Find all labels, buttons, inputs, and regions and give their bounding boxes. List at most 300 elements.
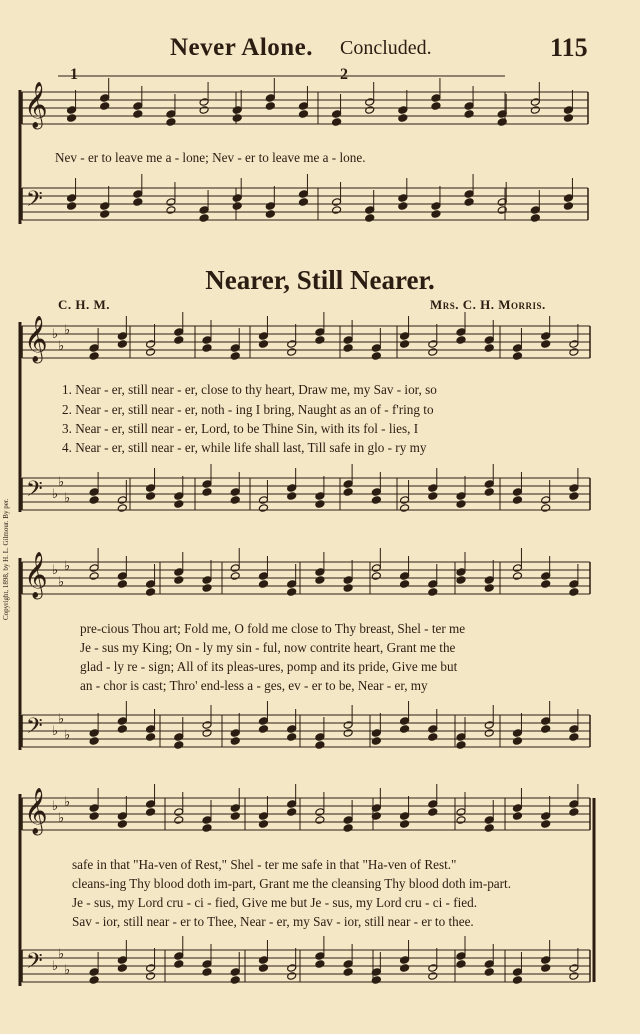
note-head xyxy=(541,717,551,726)
note-head xyxy=(569,492,579,501)
bass-clef: 𝄢 xyxy=(26,714,43,744)
note-head xyxy=(456,808,466,817)
note-head xyxy=(398,194,408,203)
note-head xyxy=(202,968,212,977)
note-head xyxy=(343,721,353,730)
note-head xyxy=(398,202,408,211)
ending-1-label: 1 xyxy=(70,66,78,83)
note-head xyxy=(230,496,240,505)
note-head xyxy=(117,812,127,821)
note-head xyxy=(400,717,410,726)
note-head xyxy=(428,580,438,589)
flat-sign: ♭ xyxy=(58,712,65,727)
note-head xyxy=(456,960,466,969)
note-head xyxy=(315,576,325,585)
note-head xyxy=(512,564,522,573)
note-head xyxy=(569,580,579,589)
note-head xyxy=(258,496,268,505)
verse-2-line: Je - sus my King; On - ly my sin - ful, now contrite heart, Grant me the xyxy=(80,640,456,655)
never-alone-lyric: Nev - er to leave me a - lone; Nev - er to leave me a - lone. xyxy=(55,150,366,165)
note-head xyxy=(484,824,494,833)
note-head xyxy=(541,496,551,505)
note-head xyxy=(174,808,184,817)
note-head xyxy=(258,504,268,513)
note-head xyxy=(484,816,494,825)
note-head xyxy=(315,741,325,750)
note-head xyxy=(89,572,99,581)
note-head xyxy=(464,102,474,111)
note-head xyxy=(199,214,209,223)
note-head xyxy=(512,352,522,361)
note-head xyxy=(569,725,579,734)
note-head xyxy=(343,344,353,353)
note-head xyxy=(117,504,127,513)
note-head xyxy=(456,952,466,961)
note-head xyxy=(371,572,381,581)
note-head xyxy=(265,102,275,111)
note-head xyxy=(456,741,466,750)
note-head xyxy=(258,572,268,581)
note-head xyxy=(343,576,353,585)
note-head xyxy=(569,972,579,981)
note-head xyxy=(484,480,494,489)
note-head xyxy=(512,737,522,746)
note-head xyxy=(371,737,381,746)
note-head xyxy=(512,344,522,353)
verse-3-line: 3. Near - er, still near - er, Lord, to be Thine Sin, with its fol - lies, I xyxy=(62,421,419,436)
note-head xyxy=(400,956,410,965)
note-head xyxy=(146,492,156,501)
note-head xyxy=(484,960,494,969)
note-head xyxy=(563,194,573,203)
note-head xyxy=(563,114,573,123)
note-head xyxy=(315,952,325,961)
note-head xyxy=(431,202,441,211)
note-head xyxy=(428,725,438,734)
flat-sign: ♭ xyxy=(64,728,71,743)
note-head xyxy=(400,580,410,589)
note-head xyxy=(146,340,156,349)
note-head xyxy=(541,504,551,513)
note-head xyxy=(117,496,127,505)
note-head xyxy=(230,352,240,361)
treble-clef: 𝄞 xyxy=(24,82,48,128)
note-head xyxy=(89,729,99,738)
note-head xyxy=(541,580,551,589)
note-head xyxy=(202,729,212,738)
note-head xyxy=(133,102,143,111)
note-head xyxy=(287,725,297,734)
note-head xyxy=(563,106,573,115)
note-head xyxy=(569,588,579,597)
note-head xyxy=(202,480,212,489)
note-head xyxy=(202,816,212,825)
note-head xyxy=(89,496,99,505)
hymn-meter: C. H. M. xyxy=(58,297,111,312)
note-head xyxy=(456,336,466,345)
note-head xyxy=(146,733,156,742)
note-head xyxy=(265,94,275,103)
note-head xyxy=(512,496,522,505)
note-head xyxy=(315,492,325,501)
note-head xyxy=(89,737,99,746)
note-head xyxy=(166,118,176,127)
note-head xyxy=(371,564,381,573)
note-head xyxy=(431,210,441,219)
note-head xyxy=(298,198,308,207)
note-head xyxy=(563,202,573,211)
note-head xyxy=(398,114,408,123)
note-head xyxy=(166,198,176,207)
verse-4-line: 4. Near - er, still near - er, while life shall last, Till safe in glo - ry my xyxy=(62,440,427,455)
note-head xyxy=(569,348,579,357)
flat-sign: ♭ xyxy=(52,724,59,739)
note-head xyxy=(287,808,297,817)
note-head xyxy=(258,725,268,734)
note-head xyxy=(484,584,494,593)
note-head xyxy=(464,190,474,199)
note-head xyxy=(287,733,297,742)
note-head xyxy=(332,110,342,119)
note-head xyxy=(287,340,297,349)
flat-sign: ♭ xyxy=(52,563,59,578)
treble-clef: 𝄞 xyxy=(24,788,48,834)
bass-clef: 𝄢 xyxy=(26,187,43,217)
note-head xyxy=(89,804,99,813)
note-head xyxy=(497,110,507,119)
note-head xyxy=(166,110,176,119)
flat-sign: ♭ xyxy=(58,575,65,590)
note-head xyxy=(484,729,494,738)
flat-sign: ♭ xyxy=(52,327,59,342)
note-head xyxy=(258,812,268,821)
note-head xyxy=(146,588,156,597)
note-head xyxy=(89,488,99,497)
bass-clef: 𝄢 xyxy=(26,949,43,979)
note-head xyxy=(343,968,353,977)
note-head xyxy=(530,98,540,107)
note-head xyxy=(67,106,77,115)
note-head xyxy=(258,717,268,726)
note-head xyxy=(258,964,268,973)
note-head xyxy=(287,972,297,981)
note-head xyxy=(569,964,579,973)
note-head xyxy=(146,580,156,589)
note-head xyxy=(428,348,438,357)
note-head xyxy=(428,492,438,501)
note-head xyxy=(400,496,410,505)
note-head xyxy=(400,812,410,821)
note-head xyxy=(343,816,353,825)
flat-sign: ♭ xyxy=(64,491,71,506)
note-head xyxy=(371,344,381,353)
verse-3-line: Je - sus, my Lord cru - ci - fied, Give me but Je - sus, my Lord cru - ci - fied. xyxy=(72,895,478,910)
note-head xyxy=(484,488,494,497)
verse-4-line: Sav - ior, still near - er to Thee, Near - er, my Sav - ior, still near - er to thee. xyxy=(72,914,474,929)
note-head xyxy=(428,340,438,349)
verse-3-line: glad - ly re - sign; All of its pleas-ures, pomp and its pride, Give me but xyxy=(80,659,458,674)
note-head xyxy=(315,960,325,969)
note-head xyxy=(431,94,441,103)
note-head xyxy=(146,964,156,973)
note-head xyxy=(174,733,184,742)
flat-sign: ♭ xyxy=(58,475,65,490)
note-head xyxy=(400,572,410,581)
note-head xyxy=(343,729,353,738)
note-head xyxy=(512,488,522,497)
note-head xyxy=(146,484,156,493)
note-head xyxy=(497,198,507,207)
note-head xyxy=(541,725,551,734)
hymn-author: Mrs. C. H. Morris. xyxy=(430,297,546,312)
note-head xyxy=(315,328,325,337)
note-head xyxy=(89,812,99,821)
note-head xyxy=(174,328,184,337)
page-header-subtitle: Concluded. xyxy=(340,37,432,59)
note-head xyxy=(89,352,99,361)
note-head xyxy=(484,344,494,353)
note-head xyxy=(146,725,156,734)
note-head xyxy=(230,976,240,985)
note-head xyxy=(89,344,99,353)
ending-2-label: 2 xyxy=(340,66,348,83)
note-head xyxy=(343,336,353,345)
flat-sign: ♭ xyxy=(58,811,65,826)
note-head xyxy=(230,737,240,746)
note-head xyxy=(117,580,127,589)
note-head xyxy=(89,564,99,573)
note-head xyxy=(484,336,494,345)
note-head xyxy=(569,733,579,742)
note-head xyxy=(332,206,342,215)
flat-sign: ♭ xyxy=(58,339,65,354)
note-head xyxy=(371,729,381,738)
note-head xyxy=(67,114,77,123)
note-head xyxy=(232,114,242,123)
note-head xyxy=(497,118,507,127)
note-head xyxy=(484,968,494,977)
note-head xyxy=(298,110,308,119)
note-head xyxy=(530,206,540,215)
verse-4-line: an - chor is cast; Thro' end-less a - ges, ev - er to be, Near - er, my xyxy=(80,678,428,693)
note-head xyxy=(133,198,143,207)
note-head xyxy=(232,202,242,211)
note-head xyxy=(202,721,212,730)
note-head xyxy=(530,106,540,115)
note-head xyxy=(512,812,522,821)
note-head xyxy=(287,964,297,973)
note-head xyxy=(371,352,381,361)
treble-clef: 𝄞 xyxy=(24,552,48,598)
flat-sign: ♭ xyxy=(52,959,59,974)
note-head xyxy=(428,484,438,493)
note-head xyxy=(569,808,579,817)
note-head xyxy=(117,725,127,734)
note-head xyxy=(133,190,143,199)
note-head xyxy=(365,98,375,107)
note-head xyxy=(133,110,143,119)
hymn-title: Nearer, Still Nearer. xyxy=(205,265,435,295)
note-head xyxy=(230,564,240,573)
note-head xyxy=(202,488,212,497)
note-head xyxy=(541,812,551,821)
note-head xyxy=(265,202,275,211)
note-head xyxy=(287,492,297,501)
note-head xyxy=(298,102,308,111)
note-head xyxy=(541,956,551,965)
note-head xyxy=(174,492,184,501)
flat-sign: ♭ xyxy=(52,799,59,814)
note-head xyxy=(287,484,297,493)
verse-1-line: safe in that "Ha-ven of Rest," Shel - ter me safe in that "Ha-ven of Rest." xyxy=(72,857,457,872)
note-head xyxy=(230,729,240,738)
note-head xyxy=(174,741,184,750)
note-head xyxy=(230,572,240,581)
flat-sign: ♭ xyxy=(64,963,71,978)
note-head xyxy=(100,102,110,111)
note-head xyxy=(343,488,353,497)
note-head xyxy=(258,580,268,589)
note-head xyxy=(230,344,240,353)
flat-sign: ♭ xyxy=(58,947,65,962)
note-head xyxy=(287,800,297,809)
note-head xyxy=(569,800,579,809)
note-head xyxy=(146,348,156,357)
note-head xyxy=(484,721,494,730)
note-head xyxy=(230,968,240,977)
note-head xyxy=(428,808,438,817)
note-head xyxy=(315,500,325,509)
note-head xyxy=(569,340,579,349)
note-head xyxy=(174,576,184,585)
note-head xyxy=(371,488,381,497)
verse-2-line: 2. Near - er, still near - er, noth - ing I bring, Naught as an of - f'ring to xyxy=(62,402,434,417)
note-head xyxy=(230,812,240,821)
note-head xyxy=(202,344,212,353)
note-head xyxy=(512,804,522,813)
note-head xyxy=(371,496,381,505)
note-head xyxy=(258,340,268,349)
verse-2-line: cleans-ing Thy blood doth im-part, Grant me the cleansing Thy blood doth im-part. xyxy=(72,876,512,891)
note-head xyxy=(541,332,551,341)
copyright-notice: Copyright, 1898, by H. L. Gilmour. By per. xyxy=(2,498,10,620)
note-head xyxy=(343,584,353,593)
note-head xyxy=(332,198,342,207)
note-head xyxy=(464,198,474,207)
note-head xyxy=(315,816,325,825)
note-head xyxy=(89,976,99,985)
note-head xyxy=(456,492,466,501)
note-head xyxy=(287,580,297,589)
note-head xyxy=(497,206,507,215)
note-head xyxy=(456,568,466,577)
note-head xyxy=(232,106,242,115)
note-head xyxy=(512,729,522,738)
note-head xyxy=(530,214,540,223)
verse-1-line: pre-cious Thou art; Fold me, O fold me close to Thy breast, Shel - ter me xyxy=(80,621,466,636)
note-head xyxy=(202,336,212,345)
note-head xyxy=(100,94,110,103)
note-head xyxy=(431,102,441,111)
note-head xyxy=(174,500,184,509)
note-head xyxy=(117,572,127,581)
note-head xyxy=(146,972,156,981)
note-head xyxy=(456,816,466,825)
note-head xyxy=(117,964,127,973)
note-head xyxy=(258,956,268,965)
verse-1-line: 1. Near - er, still near - er, close to thy heart, Draw me, my Sav - ior, so xyxy=(62,382,437,397)
note-head xyxy=(146,808,156,817)
flat-sign: ♭ xyxy=(52,487,59,502)
note-head xyxy=(298,190,308,199)
note-head xyxy=(484,576,494,585)
note-head xyxy=(232,194,242,203)
note-head xyxy=(512,572,522,581)
note-head xyxy=(456,733,466,742)
note-head xyxy=(332,118,342,127)
note-head xyxy=(117,956,127,965)
note-head xyxy=(343,824,353,833)
note-head xyxy=(202,584,212,593)
note-head xyxy=(265,210,275,219)
note-head xyxy=(315,336,325,345)
note-head xyxy=(541,340,551,349)
page-number: 115 xyxy=(550,33,588,62)
note-head xyxy=(117,820,127,829)
note-head xyxy=(117,340,127,349)
note-head xyxy=(67,194,77,203)
note-head xyxy=(315,808,325,817)
note-head xyxy=(428,972,438,981)
note-head xyxy=(428,964,438,973)
note-head xyxy=(199,98,209,107)
note-head xyxy=(541,572,551,581)
note-head xyxy=(174,816,184,825)
note-head xyxy=(428,588,438,597)
note-head xyxy=(315,568,325,577)
note-head xyxy=(569,484,579,493)
note-head xyxy=(174,960,184,969)
note-head xyxy=(456,328,466,337)
note-head xyxy=(287,588,297,597)
note-head xyxy=(541,964,551,973)
note-head xyxy=(400,332,410,341)
note-head xyxy=(428,733,438,742)
note-head xyxy=(456,500,466,509)
note-head xyxy=(202,576,212,585)
note-head xyxy=(199,206,209,215)
note-head xyxy=(398,106,408,115)
note-head xyxy=(174,952,184,961)
note-head xyxy=(166,206,176,215)
note-head xyxy=(512,968,522,977)
note-head xyxy=(541,820,551,829)
note-head xyxy=(365,214,375,223)
note-head xyxy=(100,210,110,219)
note-head xyxy=(67,202,77,211)
note-head xyxy=(365,206,375,215)
treble-clef: 𝄞 xyxy=(24,316,48,362)
note-head xyxy=(89,968,99,977)
note-head xyxy=(174,568,184,577)
note-head xyxy=(230,804,240,813)
note-head xyxy=(174,336,184,345)
note-head xyxy=(100,202,110,211)
note-head xyxy=(400,725,410,734)
note-head xyxy=(202,824,212,833)
note-head xyxy=(258,332,268,341)
note-head xyxy=(117,332,127,341)
